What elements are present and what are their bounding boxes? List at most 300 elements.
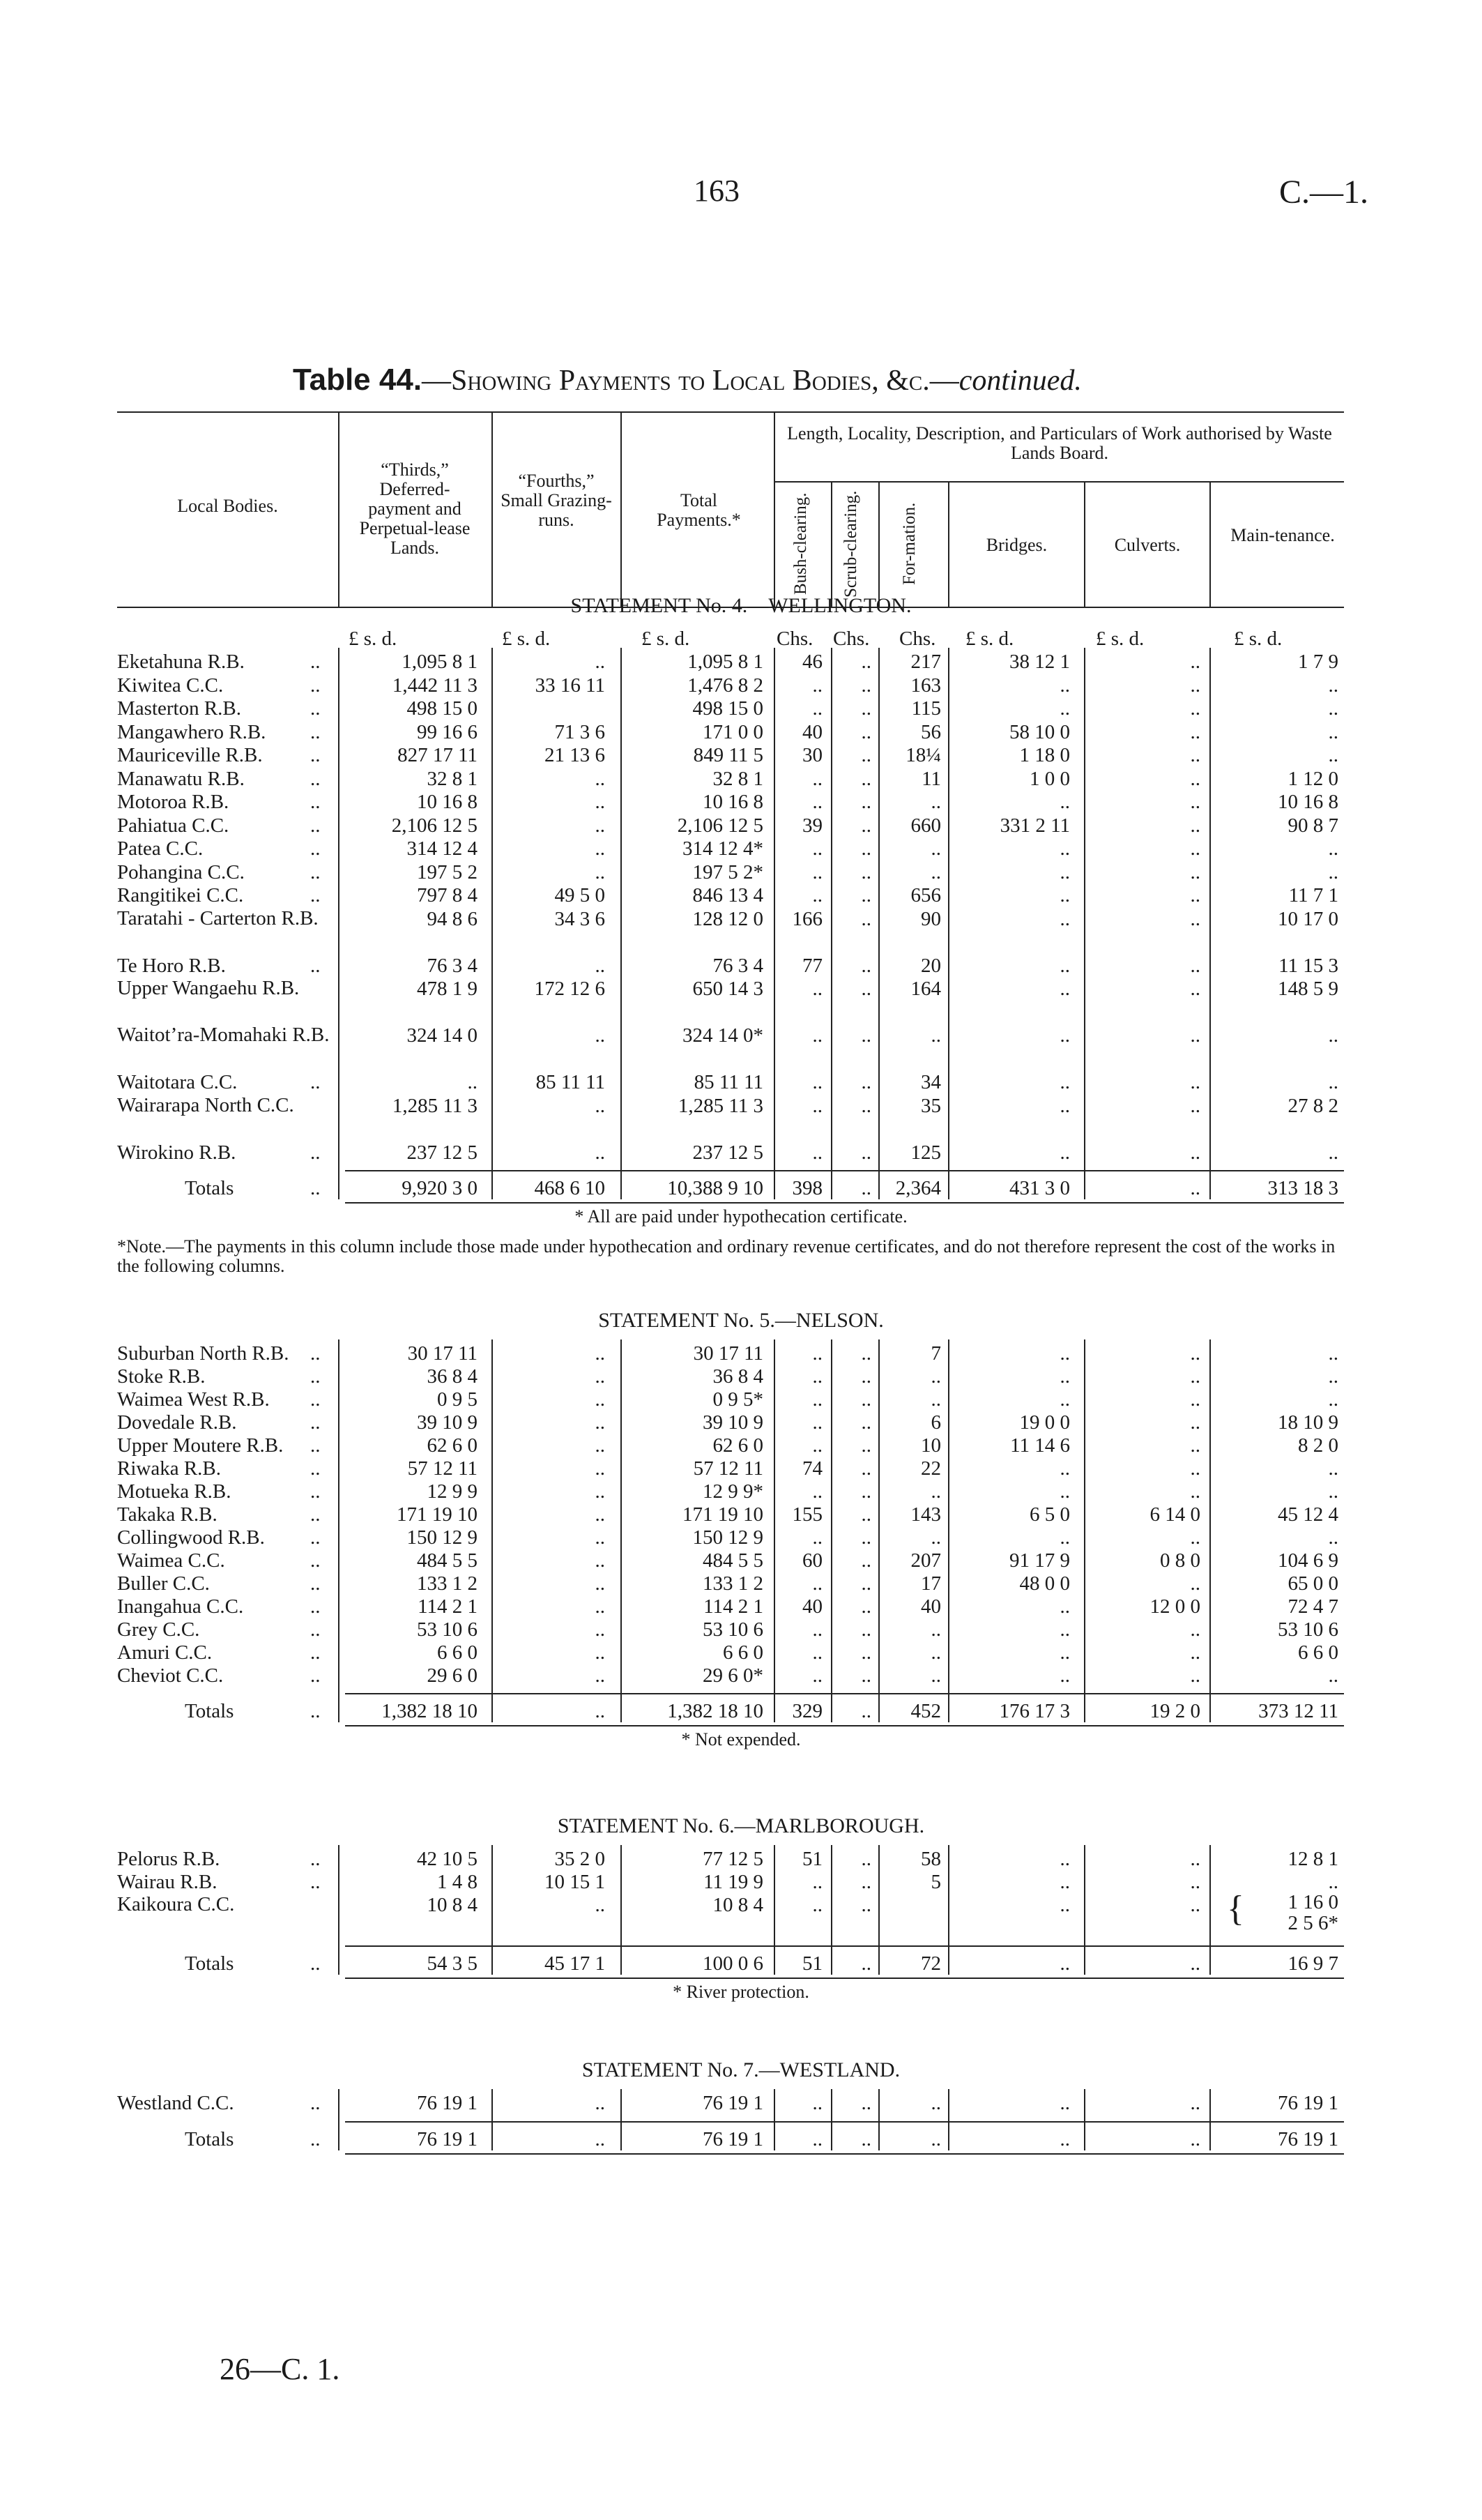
cell-maint: 76 19 1: [1278, 2092, 1338, 2114]
leader-dots: ..: [310, 1365, 321, 1388]
cell-bush: ..: [812, 1388, 823, 1411]
table-row: [0, 1071, 1482, 1093]
table-row: [0, 814, 1482, 837]
cell-bridges: ..: [1060, 2128, 1070, 2150]
table-row: [0, 1480, 1482, 1503]
column-rule: [491, 1339, 493, 1722]
cell-thirds: 1,285 11 3: [392, 1094, 478, 1117]
statement-title: STATEMENT No. 5.—NELSON.: [598, 1309, 884, 1332]
cell-total: 77 12 5: [703, 1848, 763, 1870]
cell-form: ..: [931, 2128, 941, 2150]
cell-form: 217: [910, 651, 941, 673]
local-body-name: Pohangina C.C.: [117, 860, 245, 883]
cell-bush: 155: [792, 1503, 823, 1526]
local-body-name: Motoroa R.B.: [117, 791, 229, 813]
cell-fourths: 172 12 6: [534, 978, 605, 1000]
cell-total: 76 3 4: [712, 954, 763, 977]
cell-scrub: ..: [861, 1365, 871, 1388]
totals-row: [0, 2128, 1482, 2150]
cell-fourths: ..: [595, 1526, 605, 1549]
local-body-name: Grey C.C.: [117, 1618, 200, 1641]
table-row: [0, 1141, 1482, 1164]
cell-bush: 30: [802, 744, 823, 766]
document-reference: C.—1.: [1279, 174, 1369, 211]
local-body-name: Mangawhero R.B.: [117, 720, 266, 743]
cell-bridges: 6 5 0: [1030, 1503, 1070, 1526]
cell-thirds: 76 19 1: [417, 2092, 478, 2114]
cell-form: 5: [931, 1871, 941, 1893]
cell-fourths: ..: [595, 1342, 605, 1365]
cell-bush: ..: [812, 884, 823, 906]
header-top-rule: [117, 411, 1344, 413]
cell-form: ..: [931, 1664, 941, 1687]
cell-thirds: 827 17 11: [397, 744, 478, 766]
cell-bridges: ..: [1060, 1365, 1070, 1388]
cell-maint: 12 8 1: [1288, 1848, 1338, 1870]
cell-bush: ..: [812, 1480, 823, 1503]
cell-maint: 90 8 7: [1288, 814, 1338, 837]
header-total: Total Payments.*: [657, 490, 741, 530]
cell-culverts: ..: [1190, 744, 1200, 766]
cell-culverts: 12 0 0: [1149, 1595, 1200, 1618]
cell-culverts: ..: [1190, 1457, 1200, 1480]
table-row: [0, 1434, 1482, 1457]
table-row: [0, 1889, 1482, 1934]
cell-maint: 11 15 3: [1278, 954, 1338, 977]
cell-total: 85 11 11: [694, 1071, 763, 1093]
leader-dots: ..: [310, 837, 321, 860]
cell-thirds: 32 8 1: [427, 767, 478, 790]
cell-scrub: ..: [861, 1071, 871, 1093]
local-body-name: Buller C.C.: [117, 1572, 210, 1595]
cell-maint: ..: [1328, 860, 1338, 883]
cell-culverts: 6 14 0: [1149, 1503, 1200, 1526]
cell-bush: ..: [812, 1141, 823, 1164]
cell-bush: ..: [812, 1664, 823, 1687]
cell-total: 36 8 4: [712, 1365, 763, 1388]
totals-label: Totals: [185, 1700, 234, 1722]
cell-bush: ..: [812, 1411, 823, 1434]
cell-culverts: ..: [1190, 907, 1200, 930]
local-body-name: Amuri C.C.: [117, 1641, 213, 1664]
cell-culverts: ..: [1190, 837, 1200, 860]
cell-thirds: 54 3 5: [427, 1952, 478, 1975]
leader-dots: ..: [310, 1457, 321, 1480]
cell-bush: 51: [802, 1848, 823, 1870]
cell-culverts: ..: [1190, 674, 1200, 697]
cell-total: 10,388 9 10: [667, 1177, 763, 1199]
cell-form: ..: [931, 1641, 941, 1664]
cell-scrub: ..: [861, 1434, 871, 1457]
cell-form: 11: [922, 767, 941, 790]
cell-bush: ..: [812, 1572, 823, 1595]
cell-thirds: 133 1 2: [417, 1572, 478, 1595]
table-row: [0, 1388, 1482, 1411]
cell-maint: 6 6 0: [1298, 1641, 1338, 1664]
cell-bridges: ..: [1060, 1894, 1070, 1916]
cell-fourths: ..: [595, 1664, 605, 1687]
cell-thirds: 314 12 4: [406, 837, 478, 860]
cell-bush: ..: [812, 1094, 823, 1117]
local-body-name: Wirokino R.B.: [117, 1141, 236, 1164]
table-row: [0, 1503, 1482, 1526]
units-row: [0, 628, 1482, 650]
cell-form: 656: [910, 884, 941, 906]
cell-total: 62 6 0: [712, 1434, 763, 1457]
cell-bridges: ..: [1060, 1595, 1070, 1618]
table-row: [0, 791, 1482, 813]
cell-bush: ..: [812, 791, 823, 813]
footnote: * River protection.: [673, 1982, 809, 2002]
leader-dots: ..: [310, 1342, 321, 1365]
cell-scrub: ..: [861, 814, 871, 837]
table-row: [0, 744, 1482, 766]
rule: [345, 1978, 1344, 1979]
table-row: [0, 721, 1482, 743]
cell-scrub: ..: [861, 907, 871, 930]
local-body-name: Wairau R.B.: [117, 1871, 217, 1893]
cell-total: 10 8 4: [712, 1894, 763, 1916]
header-formation: For-mation.: [900, 502, 919, 586]
cell-bush: 46: [802, 651, 823, 673]
cell-maint: 72 4 7: [1288, 1595, 1338, 1618]
table-row: [0, 1641, 1482, 1664]
cell-bridges: ..: [1060, 1024, 1070, 1047]
header-divider: [491, 413, 493, 607]
cell-maint: 1 12 0: [1288, 767, 1338, 790]
cell-form: 56: [921, 720, 941, 743]
cell-scrub: ..: [861, 1342, 871, 1365]
cell-scrub: ..: [861, 1141, 871, 1164]
cell-scrub: ..: [861, 1094, 871, 1117]
leader-dots: ..: [310, 884, 321, 906]
cell-culverts: ..: [1190, 1952, 1200, 1975]
cell-bush: ..: [812, 1894, 823, 1916]
cell-bridges: ..: [1060, 837, 1070, 860]
cell-culverts: ..: [1190, 1526, 1200, 1549]
table-row: [0, 651, 1482, 673]
cell-culverts: ..: [1190, 1177, 1200, 1199]
leader-dots: ..: [310, 651, 321, 673]
cell-total: 650 14 3: [692, 978, 763, 1000]
cell-culverts: ..: [1190, 1411, 1200, 1434]
totals-label: Totals: [185, 1177, 234, 1199]
leader-dots: ..: [310, 1641, 321, 1664]
cell-form: ..: [931, 1480, 941, 1503]
cell-bridges: ..: [1060, 907, 1070, 930]
cell-thirds: 150 12 9: [406, 1526, 478, 1549]
cell-culverts: ..: [1190, 954, 1200, 977]
cell-bridges: 91 17 9: [1009, 1549, 1070, 1572]
cell-culverts: ..: [1190, 1365, 1200, 1388]
cell-thirds: 237 12 5: [406, 1141, 478, 1164]
table-row: [0, 768, 1482, 790]
cell-bridges: ..: [1060, 1871, 1070, 1893]
cell-total: 498 15 0: [692, 697, 763, 720]
cell-scrub: ..: [861, 674, 871, 697]
cell-maint: 8 2 0: [1298, 1434, 1338, 1457]
cell-bridges: 58 10 0: [1009, 720, 1070, 743]
statement-title: STATEMENT No. 4.—WELLINGTON.: [570, 594, 912, 617]
cell-total: 53 10 6: [703, 1618, 763, 1641]
cell-bush: 40: [802, 720, 823, 743]
leader-dots: ..: [310, 1618, 321, 1641]
rule: [345, 1170, 1344, 1171]
cell-bush: ..: [812, 837, 823, 860]
header-thirds: “Thirds,” Deferred-payment and Perpetual-lease Lands.: [359, 460, 471, 558]
cell-bridges: ..: [1060, 1526, 1070, 1549]
local-body-name: Manawatu R.B.: [117, 767, 245, 790]
header-maintenance: Main-tenance.: [1230, 525, 1335, 545]
column-rule: [831, 1339, 832, 1722]
cell-fourths: ..: [595, 1411, 605, 1434]
cell-culverts: ..: [1190, 1664, 1200, 1687]
cell-maint: ..: [1328, 1871, 1338, 1893]
column-rule: [948, 648, 949, 1199]
leader-dots: ..: [310, 1700, 321, 1722]
leader-dots: ..: [310, 954, 321, 977]
table-row: [0, 884, 1482, 906]
cell-bush: 398: [792, 1177, 823, 1199]
header-group-rule: [774, 481, 1344, 483]
header-scrub: Scrub-clearing.: [841, 490, 860, 598]
cell-scrub: ..: [861, 1549, 871, 1572]
cell-scrub: ..: [861, 697, 871, 720]
cell-bush: ..: [812, 1024, 823, 1047]
leader-dots: ..: [310, 1549, 321, 1572]
brace: {: [1227, 1889, 1244, 1929]
cell-thirds: 36 8 4: [427, 1365, 478, 1388]
cell-thirds: 62 6 0: [427, 1434, 478, 1457]
cell-bridges: ..: [1060, 674, 1070, 697]
cell-maint: 10 17 0: [1278, 907, 1338, 930]
units-lsd: £ s. d.: [349, 628, 397, 650]
cell-bush: ..: [812, 1434, 823, 1457]
table-row: [0, 697, 1482, 720]
leader-dots: ..: [310, 2092, 321, 2114]
cell-total: 57 12 11: [693, 1457, 763, 1480]
cell-bridges: 38 12 1: [1009, 651, 1070, 673]
cell-bush: ..: [812, 1365, 823, 1388]
cell-form: ..: [931, 791, 941, 813]
local-body-name: Waimea C.C.: [117, 1549, 225, 1572]
cell-form: 72: [921, 1952, 941, 1975]
table-row: [0, 1457, 1482, 1480]
cell-form: ..: [931, 2092, 941, 2114]
cell-bush: ..: [812, 1871, 823, 1893]
cell-bridges: ..: [1060, 1480, 1070, 1503]
table-row: [0, 837, 1482, 860]
leader-dots: ..: [310, 1526, 321, 1549]
cell-culverts: ..: [1190, 1141, 1200, 1164]
table-row: [0, 861, 1482, 883]
cell-thirds: 1,382 18 10: [381, 1700, 478, 1722]
table-title-text: —Showing Payments to Local Bodies, &c.—: [422, 365, 959, 397]
header-bush: Bush-clearing.: [791, 492, 810, 595]
table-row: [0, 1549, 1482, 1572]
cell-thirds: 498 15 0: [406, 697, 478, 720]
cell-total: 32 8 1: [712, 767, 763, 790]
cell-form: 20: [921, 954, 941, 977]
header-local-bodies: Local Bodies.: [177, 496, 278, 516]
cell-thirds: 76 3 4: [427, 954, 478, 977]
cell-form: 6: [931, 1411, 941, 1434]
cell-thirds: 99 16 6: [417, 720, 478, 743]
cell-scrub: ..: [861, 1572, 871, 1595]
cell-form: 10: [921, 1434, 941, 1457]
units-lsd: £ s. d.: [641, 628, 690, 650]
cell-culverts: ..: [1190, 697, 1200, 720]
column-rule: [620, 648, 622, 1199]
cell-bridges: ..: [1060, 1141, 1070, 1164]
table-row: [0, 955, 1482, 977]
cell-thirds: 2,106 12 5: [391, 814, 478, 837]
local-body-name: Dovedale R.B.: [117, 1411, 237, 1434]
cell-maint: ..: [1328, 697, 1338, 720]
cell-maint: ..: [1328, 837, 1338, 860]
cell-form: 17: [921, 1572, 941, 1595]
cell-maint: ..: [1328, 1664, 1338, 1687]
cell-thirds: 10 16 8: [417, 791, 478, 813]
rule: [345, 2121, 1344, 2123]
table-row: [0, 1411, 1482, 1434]
leader-dots: ..: [310, 814, 321, 837]
cell-scrub: ..: [861, 884, 871, 906]
cell-form: 2,364: [895, 1177, 941, 1199]
cell-total: 100 0 6: [703, 1952, 763, 1975]
column-rule: [491, 648, 493, 1199]
cell-maint: ..: [1328, 1071, 1338, 1093]
cell-bush: ..: [812, 674, 823, 697]
leader-dots: ..: [310, 720, 321, 743]
cell-fourths: ..: [595, 1641, 605, 1664]
table-row: [0, 908, 1482, 930]
cell-fourths: ..: [595, 1595, 605, 1618]
cell-bush: ..: [812, 860, 823, 883]
rule: [345, 1725, 1344, 1726]
cell-scrub: ..: [861, 1952, 871, 1975]
cell-maint: ..: [1328, 674, 1338, 697]
cell-thirds: 39 10 9: [417, 1411, 478, 1434]
cell-maint: 18 10 9: [1278, 1411, 1338, 1434]
cell-total: 30 17 11: [693, 1342, 763, 1365]
cell-form: ..: [931, 837, 941, 860]
header-bridges: Bridges.: [986, 535, 1048, 555]
leader-dots: ..: [310, 1503, 321, 1526]
local-body-name: Kiwitea C.C.: [117, 674, 224, 697]
cell-total: 846 13 4: [692, 884, 763, 906]
column-rule: [1084, 1339, 1085, 1722]
cell-culverts: ..: [1190, 1094, 1200, 1117]
cell-culverts: ..: [1190, 720, 1200, 743]
local-body-name: Takaka R.B.: [117, 1503, 217, 1526]
cell-bush: 329: [792, 1700, 823, 1722]
leader-dots: ..: [310, 1952, 321, 1975]
leader-dots: ..: [310, 1871, 321, 1893]
cell-bush: 39: [802, 814, 823, 837]
cell-fourths: ..: [595, 954, 605, 977]
cell-bridges: ..: [1060, 1342, 1070, 1365]
cell-fourths: 33 16 11: [535, 674, 605, 697]
cell-total: 1,382 18 10: [667, 1700, 763, 1722]
leader-dots: ..: [310, 767, 321, 790]
leader-dots: ..: [310, 1434, 321, 1457]
cell-maint: ..: [1328, 1526, 1338, 1549]
cell-form: 207: [910, 1549, 941, 1572]
cell-maint: 65 0 0: [1288, 1572, 1338, 1595]
local-body-name: Suburban North R.B.: [117, 1342, 289, 1365]
cell-scrub: ..: [861, 791, 871, 813]
cell-bush: ..: [812, 697, 823, 720]
header-length-group: Length, Locality, Description, and Particulars of Work authorised by Waste Lands Board.: [787, 423, 1332, 463]
cell-bridges: ..: [1060, 860, 1070, 883]
cell-culverts: ..: [1190, 1871, 1200, 1893]
cell-culverts: ..: [1190, 1894, 1200, 1916]
leader-dots: ..: [310, 1071, 321, 1093]
cell-fourths: ..: [595, 1388, 605, 1411]
cell-scrub: ..: [861, 1388, 871, 1411]
cell-scrub: ..: [861, 1618, 871, 1641]
cell-total: 0 9 5*: [712, 1388, 763, 1411]
table-row: [0, 2092, 1482, 2114]
cell-bush: ..: [812, 978, 823, 1000]
cell-maint: 11 7 1: [1288, 884, 1338, 906]
cell-bridges: 19 0 0: [1019, 1411, 1070, 1434]
cell-maint: ..: [1328, 1141, 1338, 1164]
cell-culverts: ..: [1190, 1848, 1200, 1870]
table-row: [0, 978, 1482, 1000]
cell-form: 125: [910, 1141, 941, 1164]
cell-fourths: ..: [595, 1457, 605, 1480]
cell-fourths: ..: [595, 767, 605, 790]
local-body-name: Westland C.C.: [117, 2092, 234, 2114]
cell-bush: ..: [812, 1071, 823, 1093]
cell-thirds: 171 19 10: [397, 1503, 478, 1526]
table-row: [0, 1664, 1482, 1687]
table-row: [0, 1848, 1482, 1870]
cell-scrub: ..: [861, 2128, 871, 2150]
cell-culverts: ..: [1190, 767, 1200, 790]
cell-thirds: 1,095 8 1: [402, 651, 478, 673]
cell-thirds: 197 5 2: [417, 860, 478, 883]
cell-total: 1,095 8 1: [687, 651, 763, 673]
cell-fourths: 21 13 6: [544, 744, 605, 766]
cell-total: 114 2 1: [703, 1595, 763, 1618]
cell-total: 150 12 9: [692, 1526, 763, 1549]
cell-thirds: 94 8 6: [427, 907, 478, 930]
table-title: [293, 363, 1082, 397]
cell-bridges: 1 0 0: [1030, 767, 1070, 790]
cell-bridges: 176 17 3: [999, 1700, 1070, 1722]
leader-dots: ..: [310, 697, 321, 720]
leader-dots: ..: [310, 1388, 321, 1411]
cell-maint: ..: [1328, 1457, 1338, 1480]
table-row: [0, 1526, 1482, 1549]
units-lsd: £ s. d.: [1096, 628, 1145, 650]
table-title-continued: continued.: [958, 365, 1082, 397]
cell-form: 7: [931, 1342, 941, 1365]
cell-fourths: 85 11 11: [535, 1071, 605, 1093]
leader-dots: ..: [310, 1595, 321, 1618]
table-number: Table 44.: [293, 363, 422, 397]
cell-maint: 76 19 1: [1278, 2128, 1338, 2150]
cell-total: 128 12 0: [692, 907, 763, 930]
cell-culverts: ..: [1190, 978, 1200, 1000]
cell-bush: 40: [802, 1595, 823, 1618]
cell-form: 90: [921, 907, 941, 930]
cell-fourths: ..: [595, 1365, 605, 1388]
cell-culverts: 0 8 0: [1160, 1549, 1200, 1572]
